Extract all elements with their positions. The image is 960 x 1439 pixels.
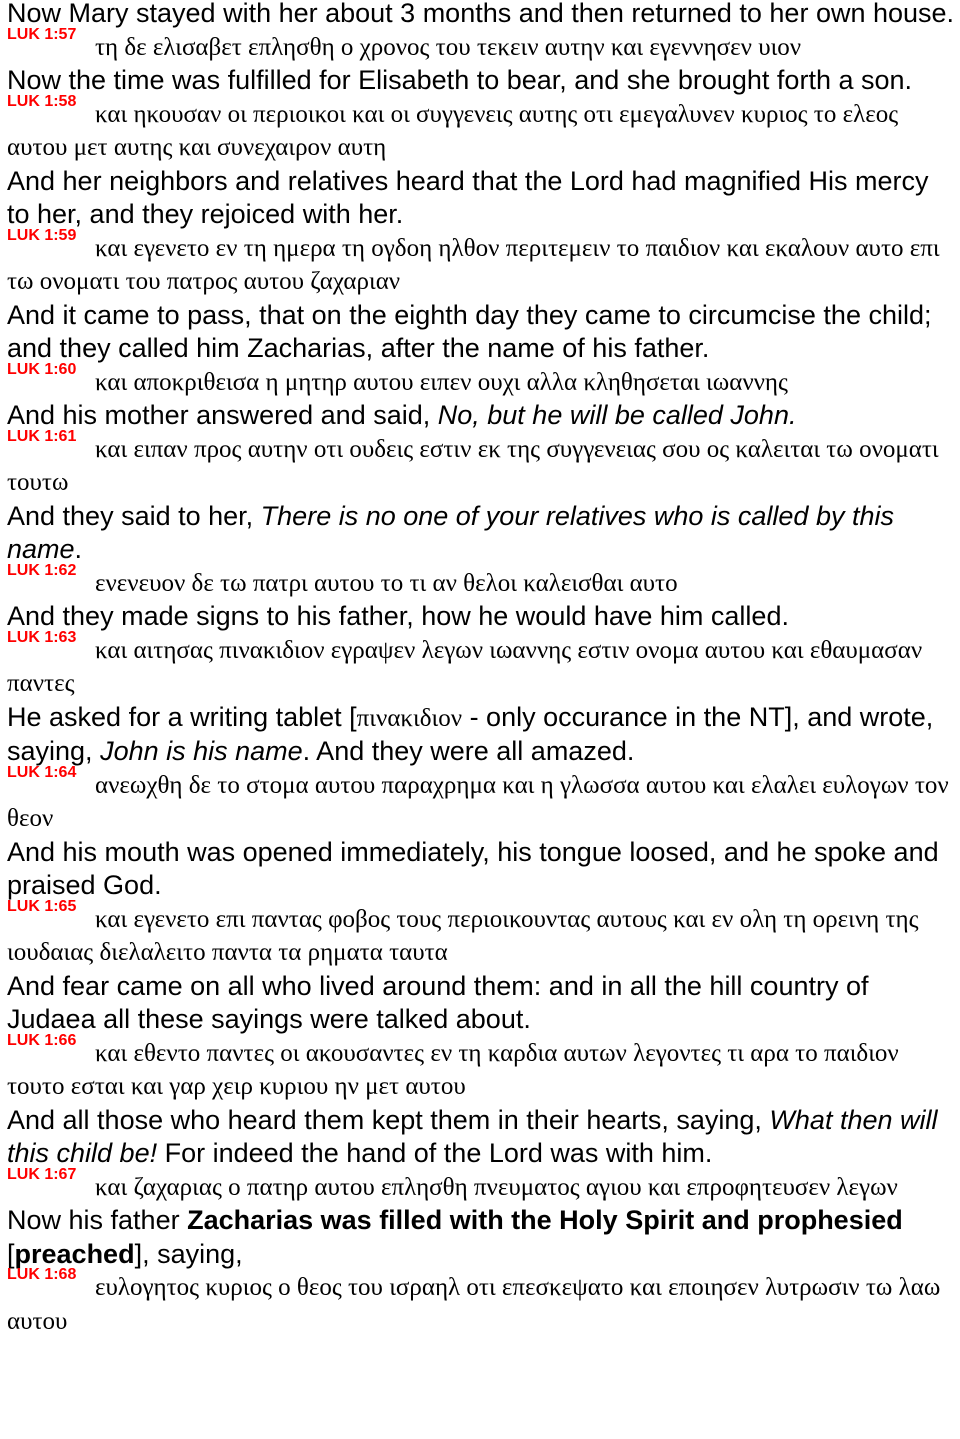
verse-1-66	[7, 1031, 957, 1171]
italic-quote: What then will this child be!	[7, 1104, 938, 1168]
english-text: And it came to pass, that on the eighth day they came to circumcise the child; and they called him Zacharias, after the name of his father.	[7, 299, 932, 363]
italic-quote: John is his name	[100, 736, 303, 766]
english-text: He asked for a writing tablet [πινακιδιον - only occurance in the NT], and wrote, saying, John is his name. And they were all amazed.	[7, 701, 934, 766]
verse-1-68	[7, 1266, 957, 1338]
english-text: Now his father Zacharias was filled with the Holy Spirit and prophesied [preached], saying,	[7, 1205, 903, 1269]
verse-reference: LUK 1:68	[7, 1266, 77, 1283]
greek-text: και ηκουσαν οι περιοικοι και οι συγγενεις αυτης οτι εμεγαλυνεν κυριος το ελεος αυτου μετ αυτης και συνεχαιρον αυτη	[7, 100, 899, 161]
verse-1-63	[7, 628, 957, 769]
verse-1-61	[7, 427, 957, 567]
verse-reference: LUK 1:67	[7, 1165, 77, 1183]
bold-emphasis: Zacharias was filled with the Holy Spirit and prophesied	[187, 1205, 903, 1235]
greek-text: και αιτησας πινακιδιον εγραψεν λεγων ιωαννης εστιν ονομα αυτου και εθαυμασαν παντες	[7, 636, 923, 697]
greek-text: και ζαχαριας ο πατηρ αυτου επλησθη πνευματος αγιου και επροφητευσεν λεγων	[95, 1173, 898, 1201]
greek-text: ευλογητος κυριος ο θεος του ισραηλ οτι επεσκεψατο και εποιησεν λυτρωσιν τω λαω αυτου	[7, 1274, 941, 1335]
greek-text: και εγενετο εν τη ημερα τη ογδοη ηλθον περιτεμειν το παιδιον και εκαλουν αυτο επι τω ονοματι του πατρος αυτου ζαχαριαν	[7, 234, 940, 295]
italic-quote: There is no one of your relatives who is called by this name	[7, 500, 894, 564]
verse-reference: LUK 1:59	[7, 226, 77, 244]
verse-1-62	[7, 561, 957, 634]
greek-text: και εγενετο επι παντας φοβος τους περιοικουντας αυτους και εν ολη τη ορεινη της ιουδαιας διελαλειτο παντα τα ρηματα ταυτα	[7, 905, 919, 966]
document-page	[7, 0, 957, 1338]
english-text: And they said to her, There is no one of your relatives who is called by this name.	[7, 500, 894, 564]
greek-text: και ειπαν προς αυτην οτι ουδεις εστιν εκ της συγγενειας σου ος καλειται τω ονοματι τουτω	[7, 435, 939, 496]
verse-reference: LUK 1:63	[7, 628, 77, 646]
greek-text: τη δε ελισαβετ επλησθη ο χρονος του τεκειν αυτην και εγεννησεν υιον	[95, 33, 802, 61]
greek-text: και εθεντο παντες οι ακουσαντες εν τη καρδια αυτων λεγοντες τι αρα το παιδιον τουτο εσται και γαρ χειρ κυριου ην μετ αυτου	[7, 1039, 899, 1100]
verse-reference: LUK 1:66	[7, 1031, 77, 1049]
english-text: And fear came on all who lived around them: and in all the hill country of Judaea all these sayings were talked about.	[7, 970, 869, 1034]
verse-1-58	[7, 92, 957, 232]
verse-1-67	[7, 1165, 957, 1272]
english-text: And they made signs to his father, how he would have him called.	[7, 601, 789, 631]
italic-quote: No, but he will be called John.	[437, 400, 797, 430]
verse-reference: LUK 1:61	[7, 427, 77, 445]
verse-1-59	[7, 226, 957, 366]
verse-reference: LUK 1:65	[7, 897, 77, 915]
verse-1-64	[7, 763, 957, 903]
verse-reference: LUK 1:58	[7, 92, 77, 110]
intro-english: Now Mary stayed with her about 3 months and then returned to her own house.	[7, 0, 955, 28]
english-text: Now the time was fulfilled for Elisabeth to bear, and she brought forth a son.	[7, 65, 913, 95]
greek-text: ενενευον δε τω πατρι αυτου το τι αν θελοι καλεισθαι αυτο	[95, 569, 678, 597]
english-text: And all those who heard them kept them in their hearts, saying, What then will this child be! For indeed the hand of the Lord was with him.	[7, 1104, 938, 1168]
greek-word: πινακιδιον	[356, 704, 463, 732]
verse-1-60	[7, 360, 957, 433]
english-text: And his mother answered and said, No, but he will be called John.	[7, 400, 797, 430]
verse-reference: LUK 1:62	[7, 561, 77, 579]
english-text: And her neighbors and relatives heard that the Lord had magnified His mercy to her, and they rejoiced with her.	[7, 165, 929, 229]
greek-text: και αποκριθεισα η μητηρ αυτου ειπεν ουχι αλλα κληθησεται ιωαννης	[95, 368, 788, 396]
bold-emphasis: preached	[14, 1238, 135, 1269]
verse-1-65	[7, 897, 957, 1037]
verse-reference: LUK 1:64	[7, 763, 77, 781]
verse-reference: LUK 1:60	[7, 360, 77, 378]
verse-1-57	[7, 25, 957, 98]
verse-reference: LUK 1:57	[7, 25, 77, 43]
english-text: And his mouth was opened immediately, his tongue loosed, and he spoke and praised God.	[7, 836, 939, 900]
greek-text: ανεωχθη δε το στομα αυτου παραχρημα και η γλωσσα αυτου και ελαλει ευλογων τον θεον	[7, 771, 949, 832]
